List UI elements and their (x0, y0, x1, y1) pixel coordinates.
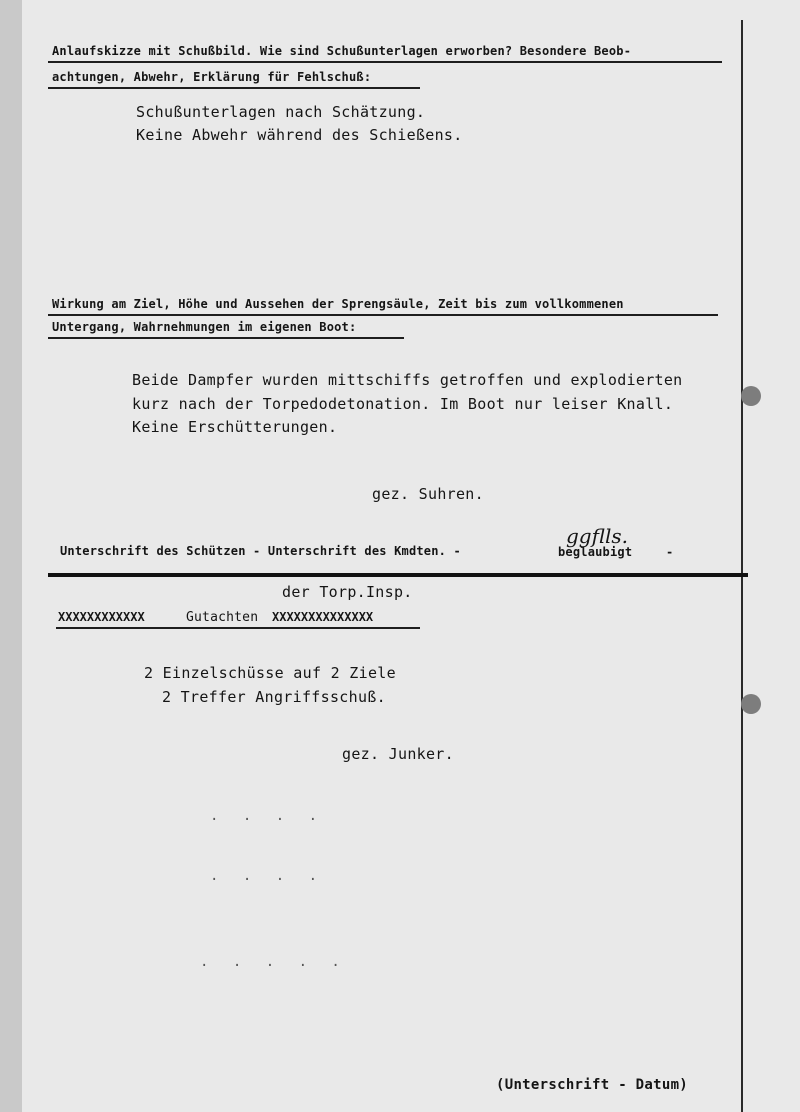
authority-torp-insp: der Torp.Insp. (282, 583, 413, 601)
section2-heading-underline1 (48, 314, 718, 316)
section3-heading-struck-left: XXXXXXXXXXXX (58, 610, 145, 624)
section1-body-line1: Schußunterlagen nach Schätzung. (136, 103, 426, 121)
dotted-marks: · · · · (210, 812, 326, 828)
section3-heading-struck-right: XXXXXXXXXXXXXX (272, 610, 374, 624)
section1-heading-underline1 (48, 61, 722, 63)
signature-row-label: Unterschrift des Schützen - Unterschrift des Kmdten. - (60, 544, 461, 558)
section3-heading-underline (56, 627, 420, 629)
section2-body-line1: Beide Dampfer wurden mittschiffs getroffen und explodierten (132, 371, 683, 389)
dotted-marks: · · · · · (200, 958, 348, 974)
section2-body-line2: kurz nach der Torpedodetonation. Im Boot nur leiser Knall. (132, 395, 674, 413)
section2-heading-line2: Untergang, Wahrnehmungen im eigenen Boot: (52, 320, 357, 334)
section2-heading-underline2 (48, 337, 404, 339)
section3-body-line2: 2 Treffer Angriffsschuß. (162, 688, 386, 706)
punch-hole-bottom (741, 694, 761, 714)
section2-body-line3: Keine Erschütterungen. (132, 418, 338, 436)
section2-signed: gez. Suhren. (372, 485, 484, 503)
stamp-beglaubigt: beglaubigt (558, 545, 633, 559)
handwritten-ggflls: ggflls. (566, 524, 628, 548)
footer-signature-date: (Unterschrift - Datum) (496, 1077, 689, 1093)
punch-hole-top (741, 386, 761, 406)
section1-heading-line1: Anlaufskizze mit Schußbild. Wie sind Schußunterlagen erworben? Besondere Beob- (52, 44, 632, 58)
section1-body-line2: Keine Abwehr während des Schießens. (136, 126, 463, 144)
signature-row-dash: - (666, 545, 674, 559)
section-divider (48, 573, 748, 577)
section3-heading-gutachten: Gutachten (186, 610, 259, 625)
dotted-marks: · · · · (210, 872, 326, 888)
section1-heading-underline2 (48, 87, 420, 89)
section2-heading-line1: Wirkung am Ziel, Höhe und Aussehen der Sprengsäule, Zeit bis zum vollkommenen (52, 297, 624, 311)
section3-signed: gez. Junker. (342, 745, 454, 763)
section3-body-line1: 2 Einzelschüsse auf 2 Ziele (144, 664, 396, 682)
section1-heading-line2: achtungen, Abwehr, Erklärung für Fehlschuß: (52, 70, 372, 84)
page-margin-line (741, 20, 743, 1112)
